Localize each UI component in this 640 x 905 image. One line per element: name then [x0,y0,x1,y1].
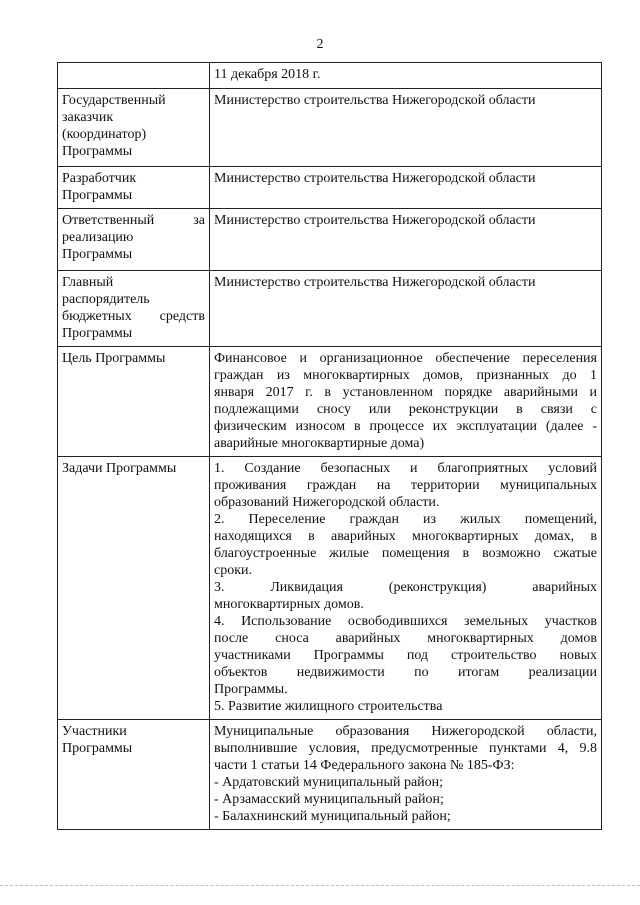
table-row [58,209,602,271]
row-label-line: Участники [62,724,127,739]
row-label-line: бюджетных средств [62,309,205,324]
row-value-line: Министерство строительства Нижегородской области [214,275,536,290]
row-value-line: части 1 статьи 14 Федерального закона № 185-ФЗ: [214,758,515,773]
row-value-line: 3. Ликвидация (реконструкция) аварийных [214,580,597,595]
row-value-line: 5. Развитие жилищного строительства [214,699,443,714]
row-value-line: 1. Создание безопасных и благоприятных условий [214,461,597,476]
row-label [58,89,210,167]
row-value [210,63,602,89]
row-value-line: участниками Программы под строительство новых [214,648,597,663]
row-value-line: подлежащими сносу или реконструкции в связи с [214,402,597,417]
row-value-line: Муниципальные образования Нижегородской области, [214,724,597,739]
row-label [58,271,210,347]
row-value-line: - Арзамасский муниципальный район; [214,792,444,807]
row-label-line: Главный [62,275,114,290]
row-value-line: Министерство строительства Нижегородской области [214,93,536,108]
row-value-line: Министерство строительства Нижегородской области [214,171,536,186]
row-label-line: Программы [62,247,133,262]
row-value-line: Министерство строительства Нижегородской области [214,213,536,228]
row-value [210,167,602,209]
row-value-line: аварийные многоквартирные дома) [214,436,425,451]
row-value-line: - Ардатовский муниципальный район; [214,775,444,790]
page-bottom-edge [0,885,640,890]
row-label-line: Ответственный за [62,213,205,228]
row-label-line: Разработчик [62,171,137,186]
row-label [58,63,210,89]
table-row [58,457,602,720]
table-row [58,167,602,209]
row-label-line: Программы [62,326,133,341]
row-value-line: выполнившие условия, предусмотренные пунктами 4, 9.8 [214,741,597,756]
row-value-line: граждан из многоквартирных домов, признанных до 1 [214,368,597,383]
row-value [210,89,602,167]
row-value-line: благоустроенные жилые помещения в возможно сжатые [214,546,597,561]
row-label-line: Цель Программы [62,351,166,366]
row-label [58,720,210,830]
row-label-line: (координатор) [62,127,147,142]
row-value-line: после сноса аварийных многоквартирных домов [214,631,597,646]
row-value-line: 11 декабря 2018 г. [214,67,321,82]
row-value-line: многоквартирных домов. [214,597,364,612]
table-row [58,347,602,457]
row-value-line: проживания граждан на территории муниципальных [214,478,597,493]
row-label-line: заказчик [62,110,114,125]
row-value [210,720,602,830]
page-number: 2 [316,37,324,52]
row-label-line: Государственный [62,93,166,108]
row-label-line: реализацию [62,230,134,245]
row-value-line: находящихся в аварийных многоквартирных домах, в [214,529,597,544]
row-label-line: Задачи Программы [62,461,177,476]
row-value [210,347,602,457]
row-value-line: образований Нижегородской области. [214,495,440,510]
row-value-line: сроки. [214,563,253,578]
row-value [210,271,602,347]
row-value-line: 2. Переселение граждан из жилых помещений, [214,512,597,527]
row-value-line: Финансовое и организационное обеспечение переселения [214,351,597,366]
table-row [58,89,602,167]
row-value [210,457,602,720]
program-passport-table [57,62,602,830]
table-row [58,271,602,347]
row-label [58,209,210,271]
row-value-line: января 2017 г. в установленном порядке аварийными и [214,385,597,400]
row-value-line: объектов недвижимости по итогам реализации [214,665,597,680]
table-row [58,720,602,830]
row-label-line: Программы [62,144,133,159]
row-value-line: - Балахнинский муниципальный район; [214,809,451,824]
row-label-line: Программы [62,741,133,756]
row-label-line: Программы [62,188,133,203]
row-value-line: физическим износом в процессе их эксплуатации (далее - [214,419,597,434]
row-label-line: распорядитель [62,292,150,307]
table-row [58,63,602,89]
row-value-line: 4. Использование освободившихся земельных участков [214,614,597,629]
row-label [58,167,210,209]
row-label [58,347,210,457]
row-value-line: Программы. [214,682,288,697]
row-label [58,457,210,720]
row-value [210,209,602,271]
